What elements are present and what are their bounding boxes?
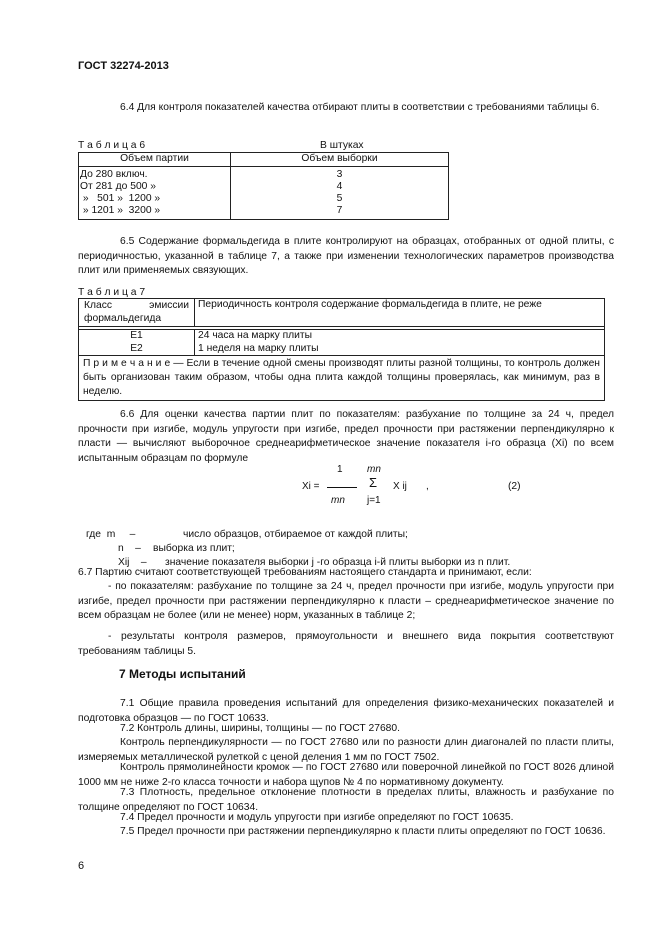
section-7-title: 7 Методы испытаний (119, 667, 246, 681)
paragraph-6-6: 6.6 Для оценки качества партии плит по показателям: разбухание по толщине за 24 ч, предел прочности при изгибе, модуль упругости при изгибе, предел прочности при растяжении перпендикулярно к пласти — вычисляют выборочное среднеарифметическое значение показателя i-го образца (Xi) по всем испытанным образцам по формуле (78, 409, 614, 464)
page-number: 6 (78, 860, 85, 872)
paragraph-7-3: 7.3 Плотность, предельное отклонение плотности в пределах плиты, влажность и разбухание по толщине определяют по ГОСТ 10634. (78, 787, 614, 813)
where-n-text: выборка из плит; (153, 543, 235, 554)
paragraph-6-7-a: - по показателям: разбухание по толщине за 24 ч, предел прочности при изгибе, модуль упругости при изгибе, предел прочности при растяжении перпендикулярно к пласти – среднеарифметическое значение по всем образцам не более (или не менее) норм, указанных в таблице 2; (78, 581, 614, 621)
table-7 (78, 298, 605, 401)
table-row: » 501 » 1200 » (80, 192, 161, 204)
where-x-text: значение показателя выборки j -го образца i-й плиты выборки из n плит. (165, 557, 511, 568)
table7-period-column (195, 330, 605, 356)
where-m-text: число образцов, отбираемое от каждой плиты; (183, 529, 408, 540)
table-cell: 5 (336, 192, 343, 204)
table-cell: 7 (336, 204, 343, 216)
paragraph-6-7: 6.7 Партию считают соответствующей требованиям настоящего стандарта и принимают, если: (78, 567, 532, 578)
formula-mn-bottom: mn (331, 495, 345, 506)
table-cell: 1 неделя на марку плиты (198, 342, 319, 354)
table7-header-period: Периодичность контроля содержание формальдегида в плите, не реже (195, 299, 605, 327)
formula-sigma: Σ (369, 475, 378, 490)
formula-number: (2) (508, 481, 521, 492)
paragraph-7-1: 7.1 Общие правила проведения испытаний для определения физико-механических показателей и подготовка образцов — по ГОСТ 10633. (78, 698, 614, 724)
where-n-label: n – (118, 543, 141, 554)
formula-j1: j=1 (367, 495, 381, 506)
paragraph-6-7-b: - результаты контроля размеров, прямоугольности и внешнего вида покрытия соответствуют требованиям таблицы 5. (78, 631, 614, 657)
formula-lhs: Xi = (302, 481, 320, 492)
paragraph-6-4: 6.4 Для контроля показателей качества отбирают плиты в соответствии с требованиями таблицы 6. (120, 102, 600, 113)
table7-caption: Т а б л и ц а 7 (78, 287, 146, 298)
paragraph-7-4: 7.4 Предел прочности и модуль упругости при изгибе определяют по ГОСТ 10635. (120, 812, 514, 823)
table6-party-column (79, 166, 231, 219)
formula-comma: , (426, 481, 429, 492)
where-x-label: Xij – (118, 557, 147, 568)
formula-fraction-bar (327, 487, 357, 488)
paragraph-7-2-a: Контроль перпендикулярности — по ГОСТ 27680 или по разности длин диагоналей по пласти плиты, измеряемых металлической рулеткой с ценой деления 1 мм по ГОСТ 7502. (78, 737, 614, 763)
table-cell: 4 (336, 180, 343, 192)
table-cell: 3 (336, 168, 343, 180)
paragraph-6-5: 6.5 Содержание формальдегида в плите контролируют на образцах, отобранных от одной плиты, с периодичностью, указанной в таблице 7, а также при изменении технологических параметров производства плит или применяемых связующих. (78, 236, 614, 276)
formula-term: X ij (393, 481, 407, 492)
table-row: От 281 до 500 » (80, 180, 156, 192)
paragraph-7-2-b: Контроль прямолинейности кромок — по ГОСТ 27680 или поверочной линейкой по ГОСТ 8026 длиной 1000 мм не ниже 2-го класса точности и набора щупов № 4 по нормативному документу. (78, 762, 614, 788)
table6-caption: Т а б л и ц а 6 (78, 140, 146, 151)
table7-note: П р и м е ч а н и е — Если в течение одной смены производят плиты разной толщины, то контроль должен быть организован таким образом, чтобы одна плита каждой толщины проверялась, как минимум, раз в неделю. (79, 356, 605, 401)
table7-header-class: Класс эмиссии формальдегида (79, 299, 195, 327)
table7-class-column (79, 330, 195, 356)
table6-header-party: Объем партии (79, 153, 231, 167)
table-cell: Е2 (130, 342, 143, 354)
table-6 (78, 152, 449, 220)
formula-mn-top: mn (367, 464, 381, 475)
table-row: До 280 включ. (80, 168, 148, 180)
table-cell: Е1 (130, 330, 143, 341)
table-cell: 24 часа на марку плиты (198, 330, 313, 341)
table6-unit: В штуках (320, 140, 364, 151)
paragraph-7-2: 7.2 Контроль длины, ширины, толщины — по ГОСТ 27680. (120, 723, 400, 734)
paragraph-7-5: 7.5 Предел прочности при растяжении перпендикулярно к пласти плиты определяют по ГОСТ 10636. (120, 826, 606, 837)
document-header: ГОСТ 32274-2013 (78, 60, 169, 72)
table-row: » 1201 » 3200 » (80, 204, 161, 216)
where-m-label: где m – (86, 529, 136, 540)
table6-sample-column (231, 166, 449, 219)
table6-header-sample: Объем выборки (231, 153, 449, 167)
formula-one: 1 (337, 464, 343, 475)
